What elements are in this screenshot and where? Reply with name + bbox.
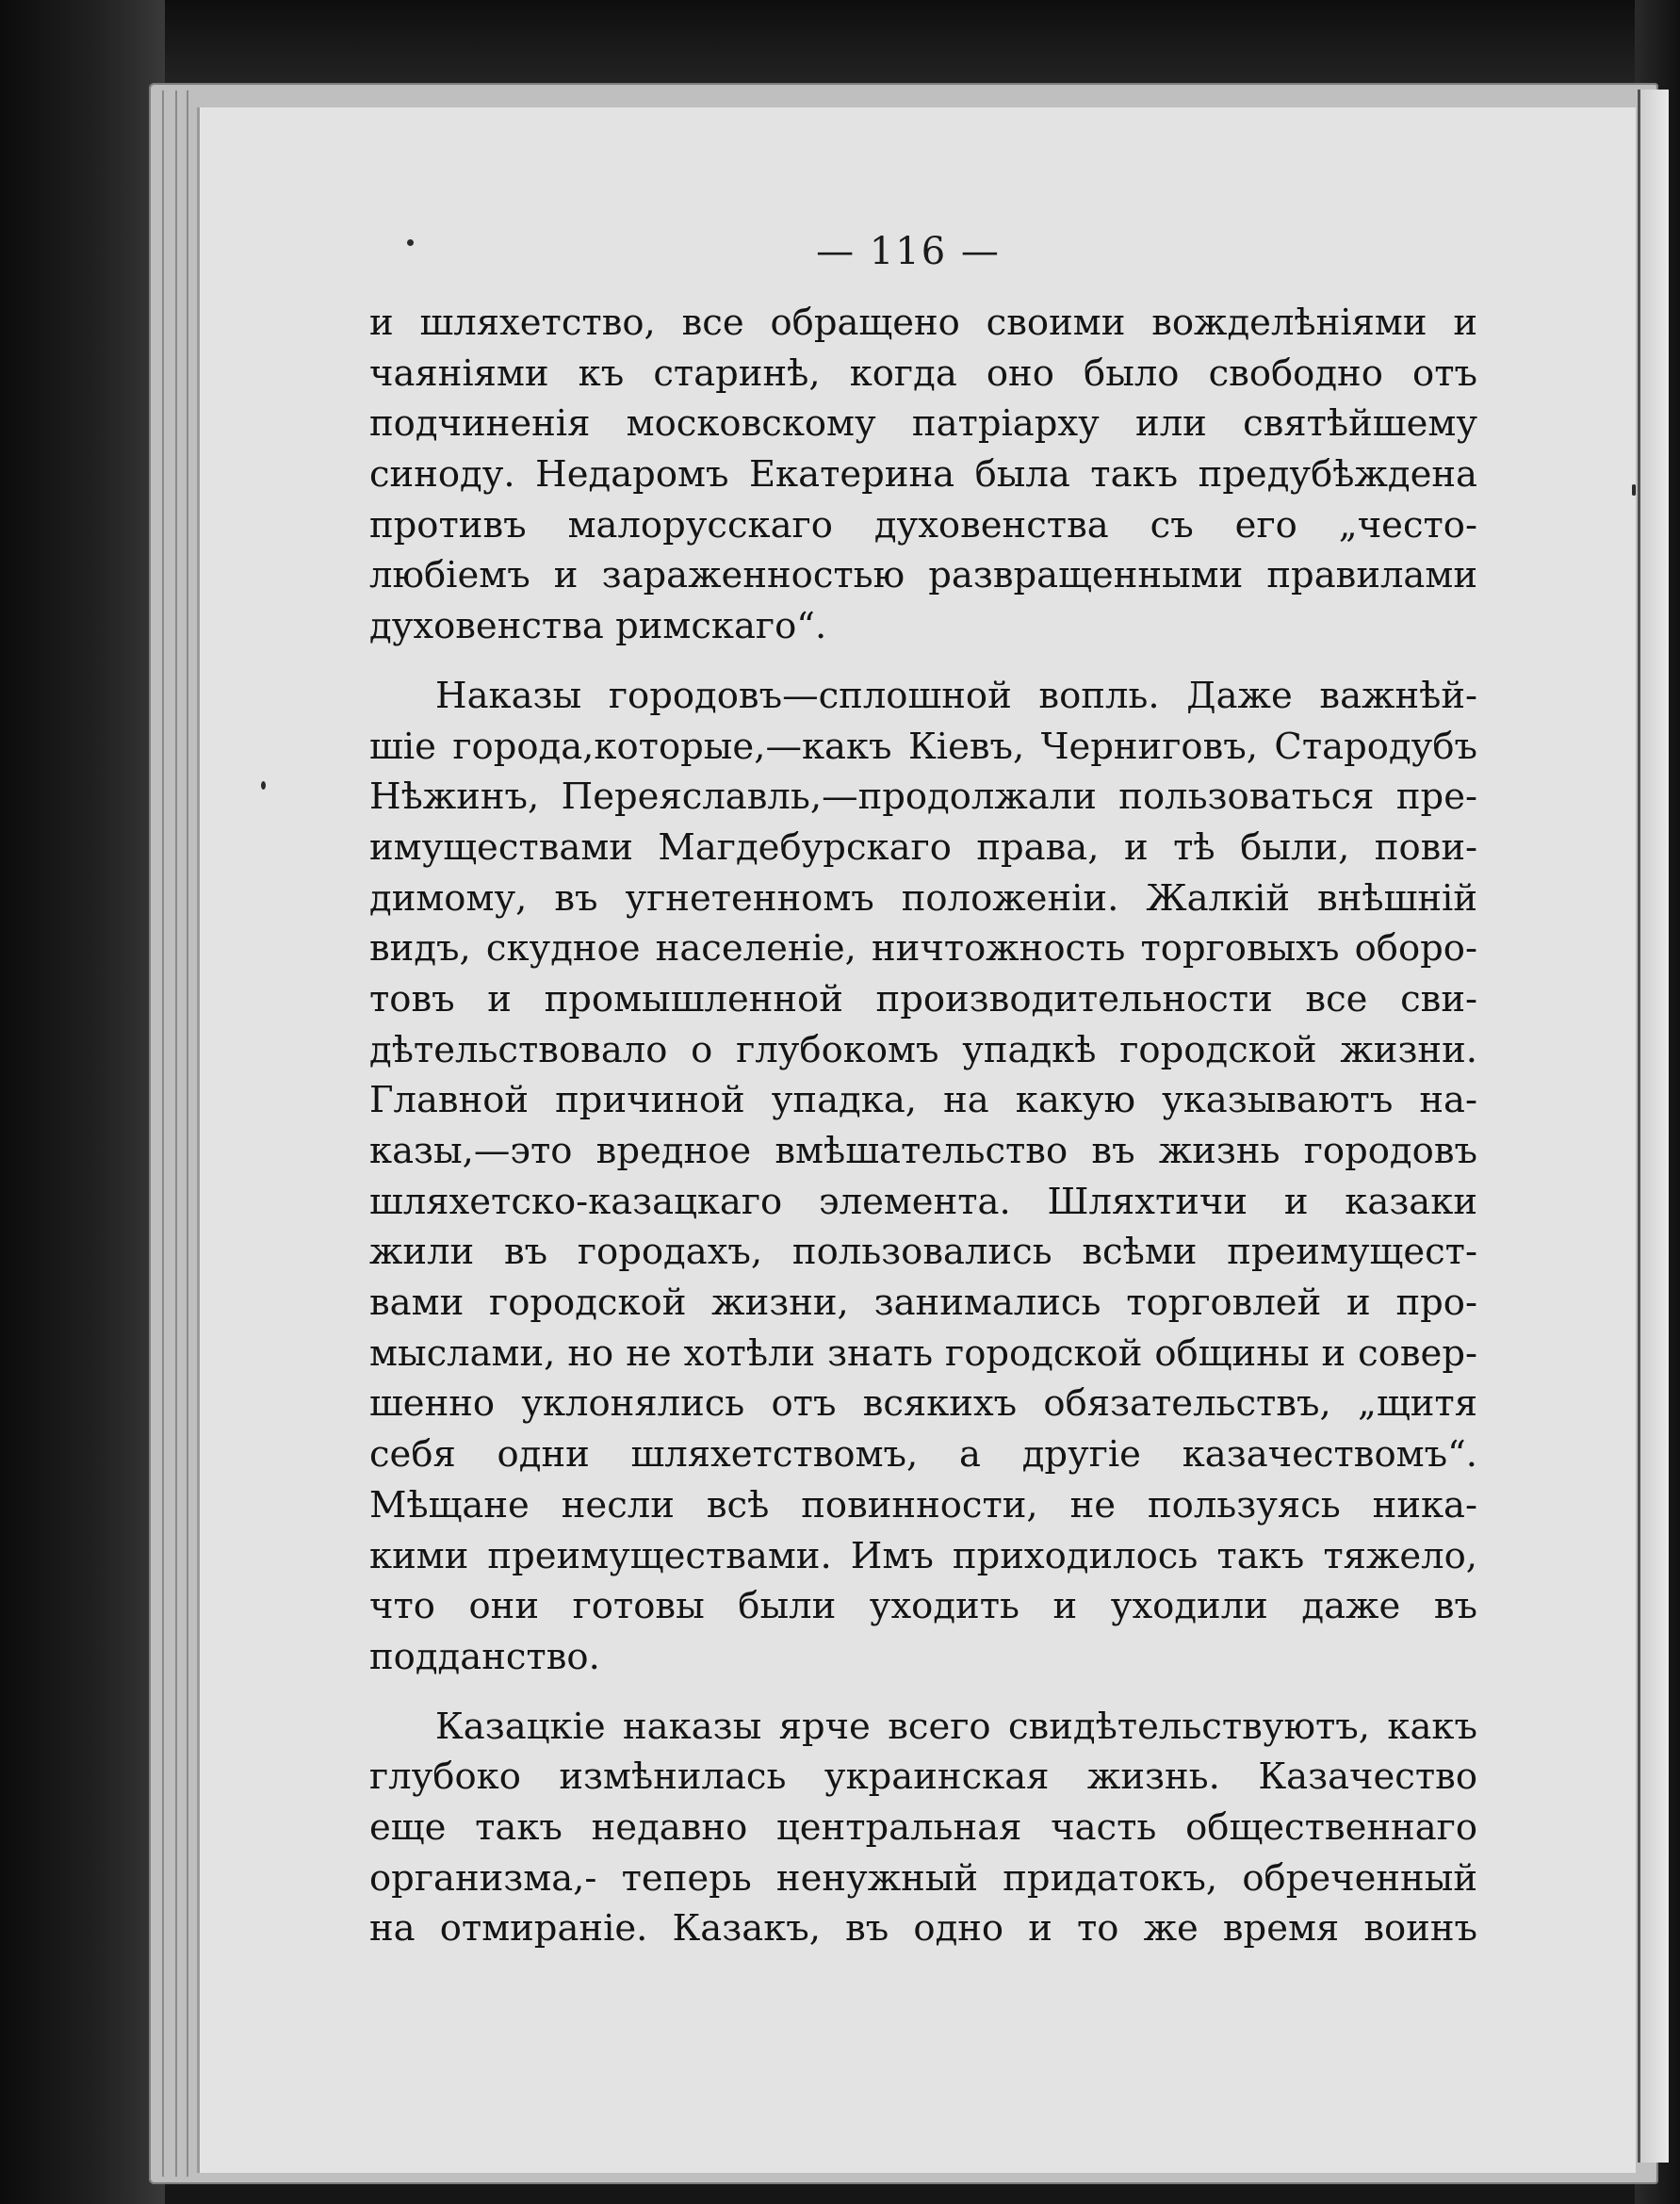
text-line: Казацкіе наказы ярче всего свидѣтельствуютъ, какъ: [435, 1705, 1477, 1748]
text-line: духовенства римскаго“.: [369, 605, 827, 648]
text-line: глубоко измѣнилась украинская жизнь. Казачество: [369, 1755, 1477, 1799]
paragraph-gap: [369, 1683, 1477, 1702]
text-line: вами городской жизни, занимались торговлей и про-: [369, 1282, 1477, 1325]
book-cover-left: [0, 0, 165, 2204]
page-edge-line: [162, 90, 164, 2177]
page-edge-line: [175, 90, 177, 2177]
text-line: шенно уклонялись отъ всякихъ обязательствъ, „щитя: [369, 1382, 1477, 1426]
text-line: синоду. Недаромъ Екатерина была такъ предубѣждена: [369, 453, 1477, 497]
book-page: [200, 107, 1636, 2173]
paragraph: [369, 1702, 1477, 1954]
text-line: любіемъ и зараженностью развращенными правилами: [369, 554, 1477, 597]
text-line: чаяніями къ старинѣ, когда оно было свободно отъ: [369, 351, 1477, 395]
text-line: организма,- теперь ненужный придатокъ, обреченный: [369, 1856, 1477, 1900]
text-line: Нѣжинъ, Переяславль,—продолжали пользоваться пре-: [369, 775, 1477, 819]
text-line: Мѣщане несли всѣ повинности, не пользуясь ника-: [369, 1483, 1477, 1526]
text-line: казы,—это вредное вмѣшательство въ жизнь городовъ: [369, 1130, 1477, 1172]
text-line: имуществами Магдебурскаго права, и тѣ были, пови-: [369, 825, 1477, 869]
paragraph-gap: [369, 652, 1477, 671]
text-line: что они готовы были уходить и уходили даже въ: [369, 1585, 1477, 1628]
text-line: шляхетско-казацкаго элемента. Шляхтичи и казаки: [369, 1180, 1477, 1223]
text-line: Главной причиной упадка, на какую указываютъ на-: [369, 1079, 1477, 1122]
page-number-text: — 116 —: [816, 230, 1001, 273]
text-line: Наказы городовъ—сплошной вопль. Даже важнѣй-: [435, 674, 1477, 717]
paper-speck: [407, 239, 414, 246]
paragraph: [369, 671, 1477, 1683]
paper-speck: [1632, 484, 1636, 496]
text-line: противъ малорусскаго духовенства съ его „често-: [369, 503, 1477, 547]
paragraph: [369, 298, 1477, 652]
text-line: и шляхетство, все обращено своими вожделѣніями и: [369, 302, 1477, 344]
page-edge-line: [187, 90, 188, 2177]
text-line: подчиненія московскому патріарху или святѣйшему: [369, 402, 1477, 446]
text-line: еще такъ недавно центральная часть общественнаго: [369, 1805, 1477, 1849]
facing-page-edge: [1638, 90, 1669, 2163]
text-line: товъ и промышленной производительности все сви-: [369, 977, 1477, 1020]
page-number: [200, 230, 1636, 273]
text-line: себя одни шляхетствомъ, а другіе казачествомъ“.: [369, 1433, 1477, 1477]
text-line: кими преимуществами. Имъ приходилось такъ тяжело,: [369, 1534, 1477, 1577]
text-line: подданство.: [369, 1635, 600, 1678]
text-line: мыслами, но не хотѣли знать городской общины и совер-: [369, 1331, 1477, 1375]
text-line: на отмираніе. Казакъ, въ одно и то же время воинъ: [369, 1907, 1477, 1951]
text-line: шіе города,которые,—какъ Кіевъ, Черниговъ, Стародубъ: [369, 725, 1477, 768]
paper-speck: [261, 781, 266, 790]
book-cover-top: [0, 0, 1680, 90]
text-line: дѣтельствовало о глубокомъ упадкѣ городской жизни.: [369, 1028, 1477, 1071]
text-line: димому, въ угнетенномъ положеніи. Жалкій внѣшній: [369, 876, 1477, 920]
text-line: видъ, скудное населеніе, ничтожность торговыхъ оборо-: [369, 927, 1477, 971]
text-line: жили въ городахъ, пользовались всѣми преимущест-: [369, 1231, 1477, 1274]
page-text: [369, 298, 1477, 1954]
